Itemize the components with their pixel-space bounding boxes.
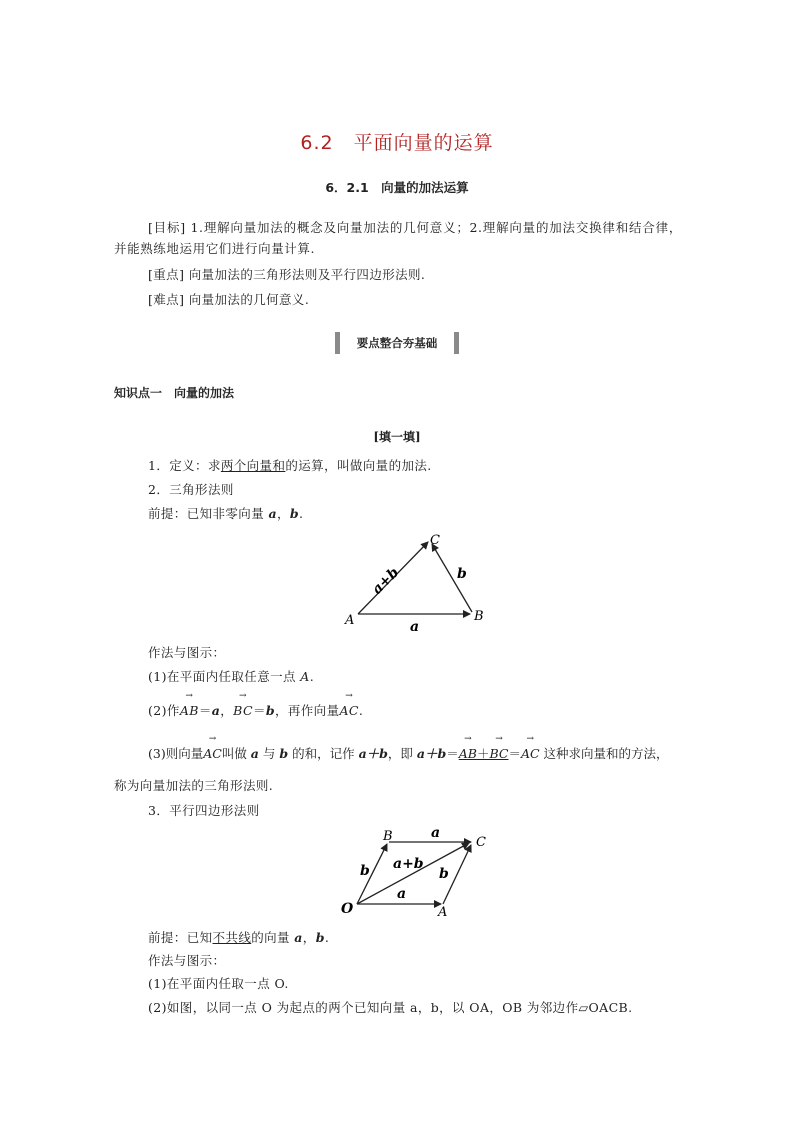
- vector-a: a: [211, 703, 221, 718]
- label-b-right: b: [439, 866, 449, 882]
- vector-a: a: [268, 506, 277, 521]
- step3-text4: ，即: [387, 746, 417, 761]
- step3-text1: 叫做: [221, 746, 251, 761]
- equals: ＝: [508, 746, 521, 761]
- knowledge-point-heading: 知识点一 向量的加法: [114, 386, 235, 400]
- label-a-bottom: a: [397, 886, 407, 902]
- sum-a-plus-b: a＋b: [416, 746, 447, 761]
- equals: ＝: [252, 703, 266, 718]
- step3-prefix: (3)则向量: [148, 746, 204, 761]
- label-O: O: [341, 901, 354, 917]
- vector-a: a: [294, 930, 303, 945]
- period: .: [324, 930, 330, 945]
- triangle-diagram: [340, 530, 500, 635]
- section-subtitle: 6．2.1 向量的加法运算: [325, 180, 469, 195]
- premise-mid: 的向量: [251, 930, 295, 945]
- triangle-premise: [148, 504, 303, 522]
- section-banner: [335, 332, 459, 354]
- vector-BC: → BC: [489, 746, 508, 761]
- premise-prefix: 前提：已知: [148, 930, 213, 945]
- vector-AC: → AC: [521, 746, 540, 761]
- vector-b: b: [265, 703, 275, 718]
- objective-key: [重点] 向量加法的三角形法则及平行四边形法则.: [148, 267, 426, 282]
- definition-prefix: 1．定义：求: [148, 458, 221, 473]
- label-a-plus-b: a+b: [369, 564, 403, 598]
- page-title: 6.2 平面向量的运算: [300, 132, 494, 154]
- vector-AB: → AB: [459, 746, 477, 761]
- triangle-step3: [148, 744, 669, 762]
- vector-b: b: [315, 930, 325, 945]
- definition-suffix: 的运算，叫做向量的加法.: [285, 458, 432, 473]
- vector-AC: → AC: [203, 746, 222, 761]
- label-B: B: [474, 609, 484, 624]
- definition-underlined: 两个向量和: [220, 458, 286, 473]
- parallelogram-diagram: [335, 820, 505, 920]
- triangle-step3-line2: 称为向量加法的三角形法则.: [114, 778, 274, 793]
- triangle-method-label: 作法与图示：: [148, 645, 226, 660]
- parallelogram-premise: [148, 928, 329, 946]
- label-C: C: [430, 533, 440, 548]
- equals: ＝: [198, 703, 212, 718]
- parallelogram-method-label: 作法与图示：: [148, 953, 226, 968]
- plus: ＋: [476, 746, 490, 761]
- parallelogram-step1: (1)在平面内任取一点 O.: [148, 976, 289, 991]
- vector-oc-arrow: [357, 843, 469, 904]
- objective-difficulty: [难点] 向量加法的几何意义.: [148, 292, 310, 307]
- premise-underlined: 不共线: [212, 930, 252, 945]
- banner-text: 要点整合夯基础: [356, 336, 438, 350]
- label-a: a: [410, 619, 420, 635]
- label-C: C: [476, 835, 486, 850]
- step3-text3: 的和，记作: [288, 746, 359, 761]
- vector-AC: → AC: [340, 703, 359, 718]
- vector-BC: → BC: [233, 703, 253, 718]
- label-a-top: a: [431, 825, 441, 841]
- label-B: B: [383, 829, 393, 844]
- comma: ，: [302, 930, 316, 945]
- period: .: [299, 506, 304, 521]
- step2-mid: ，再作向量: [274, 703, 340, 718]
- fill-in-heading: [填一填]: [373, 430, 421, 444]
- triangle-rule-heading: 2．三角形法则: [148, 482, 234, 497]
- vector-b: b: [289, 506, 300, 521]
- triangle-step2: [148, 701, 363, 719]
- label-a-plus-b: a+b: [393, 856, 424, 872]
- comma: ，: [276, 506, 290, 521]
- period: .: [358, 703, 364, 718]
- comma: ，: [220, 703, 234, 718]
- vector-a: a: [250, 746, 259, 761]
- premise-prefix: 前提：已知非零向量: [148, 506, 269, 521]
- triangle-step1: [148, 667, 314, 685]
- sum-a-plus-b: a＋b: [358, 746, 388, 761]
- vector-AB: → AB: [180, 703, 199, 718]
- period: .: [309, 669, 315, 684]
- definition-line: [148, 456, 432, 474]
- parallelogram-step2: (2)如图，以同一点 O 为起点的两个已知向量 a，b，以 OA，OB 为邻边作▱OACB.: [148, 1000, 633, 1015]
- label-A: A: [345, 613, 355, 628]
- step3-text5: 这种求向量和的方法，: [539, 746, 669, 761]
- vector-b: b: [279, 746, 289, 761]
- equals: ＝: [446, 746, 459, 761]
- label-b-left: b: [360, 863, 370, 879]
- step3-text2: 与: [258, 746, 280, 761]
- step1-text: (1)在平面内任取任意一点: [148, 669, 301, 684]
- label-A: A: [438, 905, 448, 920]
- objective-goal: [目标] 1.理解向量加法的概念及向量加法的几何意义；2.理解向量的加法交换律和结合律，并能熟练地运用它们进行向量计算.: [114, 220, 682, 256]
- point-A: A: [300, 669, 310, 684]
- label-b: b: [457, 566, 467, 582]
- parallelogram-rule-heading: 3．平行四边形法则: [148, 803, 260, 818]
- step2-prefix: (2)作: [148, 703, 180, 718]
